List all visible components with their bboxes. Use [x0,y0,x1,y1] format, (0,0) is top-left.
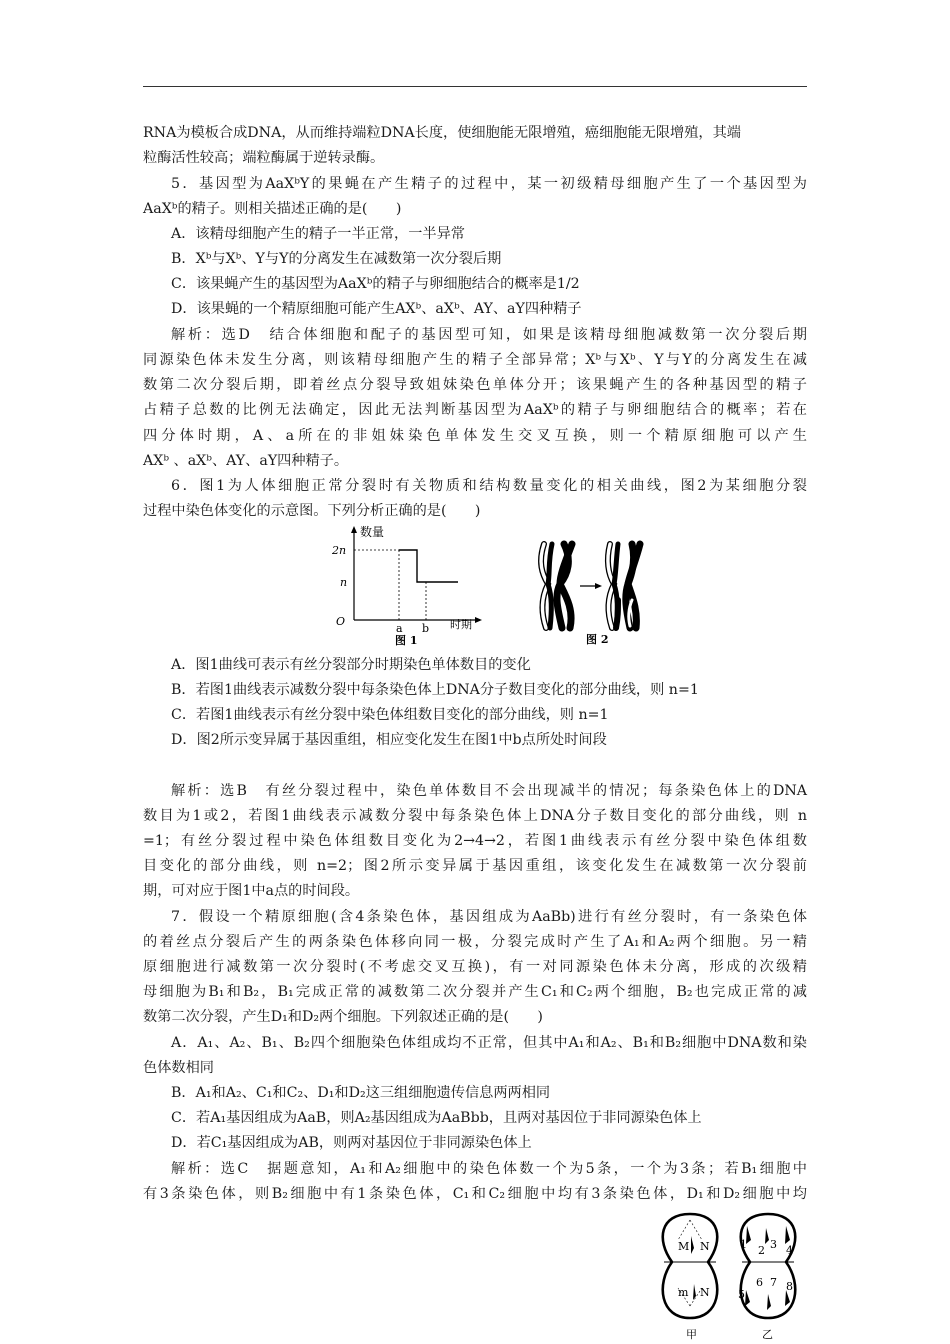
answer-analysis: 数第二次分裂后期，即着丝点分裂导致姐妹染色单体分开；该果蝇产生的各种基因型的精子 [143,377,807,393]
text-line: RNA为模板合成DNA，从而维持端粒DNA长度，使细胞能无限增殖，癌细胞能无限增殖，其端 [143,125,741,141]
question-7-stem: 的着丝点分裂后产生的两条染色体移向同一极，分裂完成时产生了A₁和A₂两个细胞。另一精 [143,934,807,950]
answer-analysis: 解析：选C 据题意知，A₁和A₂细胞中的染色体数一个为5条，一个为3条；若B₁细胞中 [171,1161,807,1177]
figure-2-caption: 图 2 [586,633,609,646]
option-a: 色体数相同 [143,1060,214,1076]
answer-analysis: 同源染色体未发生分离，则该精母细胞产生的精子全部异常；Xᵇ与Xᵇ、Y与Y的分离发生在减 [143,352,807,368]
arrow-head [595,583,602,589]
option-c: C．该果蝇产生的基因型为AaXᵇ的精子与卵细胞结合的概率是1/2 [171,276,580,292]
x-axis-arrow [475,617,482,623]
question-5-stem: 5．基因型为AaXᵇY的果蝇在产生精子的过程中，某一初级精母细胞产生了一个基因型为 [171,176,807,192]
answer-analysis: 数目为1或2，若图1曲线表示减数分裂中每条染色体上DNA分子数目变化的部分曲线，则 n [143,808,807,824]
chromosome-pair-after [608,544,640,628]
label-2: 2 [758,1244,765,1257]
text-line: 粒酶活性较高；端粒酶属于逆转录酶。 [143,150,385,166]
y-tick-n: n [340,576,348,589]
data-curve [399,550,458,582]
option-b: B．Xᵇ与Xᵇ、Y与Y的分离发生在减数第一次分裂后期 [171,251,502,267]
option-a: A．该精母细胞产生的精子一半正常，一半异常 [171,226,465,242]
cell-yi [738,1214,795,1318]
figure-1-graph [330,524,490,648]
y-axis-arrow [351,526,357,533]
label-5: 5 [738,1288,745,1301]
question-7-stem: 原细胞进行减数第一次分裂时(不考虑交叉互换)，有一对同源染色体未分离，形成的次级精 [143,959,807,975]
answer-analysis: AXᵇ 、aXᵇ、AY、aY四种精子。 [143,453,349,469]
cell-jia [663,1214,717,1318]
answer-analysis: =1；有丝分裂过程中染色体组数目变化为2→4→2，若图1曲线表示有丝分裂中染色体组数 [143,833,807,849]
label-M: M [678,1240,690,1253]
label-6: 6 [756,1276,763,1289]
answer-analysis: 目变化的部分曲线，则 n=2；图2所示变异属于基因重组，该变化发生在减数第一次分裂前 [143,858,807,874]
answer-analysis: 解析：选B 有丝分裂过程中，染色单体数目不会出现减半的情况；每条染色体上的DNA [171,783,807,799]
figure-1-caption: 图 1 [395,634,418,647]
x-tick-b: b [422,622,430,635]
answer-analysis: 占精子总数的比例无法确定，因此无法判断基因型为AaXᵇ的精子与卵细胞结合的概率；若在 [143,402,807,418]
option-c: C．若图1曲线表示有丝分裂中染色体组数目变化的部分曲线，则 n=1 [171,707,609,723]
answer-analysis: 期，可对应于图1中a点的时间段。 [143,883,360,899]
answer-analysis: 解析：选D 结合体细胞和配子的基因型可知，如果是该精母细胞减数第一次分裂后期 [171,327,807,343]
caption-yi: 乙 [762,1328,773,1341]
x-tick-a: a [396,622,403,635]
option-c: C．若A₁基因组成为AaB，则A₂基因组成为AaBbb，且两对基因位于非同源染色体上 [171,1110,702,1126]
question-6-stem: 6．图1为人体细胞正常分裂时有关物质和结构数量变化的相关曲线，图2为某细胞分裂 [171,478,807,494]
x-axis-label: 时期 [450,618,472,631]
y-axis-label: 数量 [360,525,385,539]
answer-analysis: 四分体时期，A、a所在的非姐妹染色单体发生交叉互换，则一个精原细胞可以产生 [143,428,807,444]
label-N-lower: N [700,1286,710,1299]
option-d: D．该果蝇的一个精原细胞可能产生AXᵇ、aXᵇ、AY、aY四种精子 [171,301,582,317]
label-4: 4 [786,1244,793,1257]
label-7: 7 [770,1276,777,1289]
label-3: 3 [770,1238,777,1251]
question-5-stem: AaXᵇ的精子。则相关描述正确的是( ) [143,201,402,217]
option-b: B．若图1曲线表示减数分裂中每条染色体上DNA分子数目变化的部分曲线，则 n=1 [171,682,699,698]
question-7-stem: 母细胞为B₁和B₂，B₁完成正常的减数第二次分裂并产生C₁和C₂两个细胞，B₂也完成正常的减 [143,984,807,1000]
caption-jia: 甲 [686,1328,697,1341]
option-a: A．图1曲线可表示有丝分裂部分时期染色单体数目的变化 [171,657,531,673]
origin-label: O [336,615,346,628]
label-8: 8 [786,1280,793,1293]
question-7-stem: 数第二次分裂，产生D₁和D₂两个细胞。下列叙述正确的是( ) [143,1009,543,1025]
option-d: D．图2所示变异属于基因重组，相应变化发生在图1中b点所处时间段 [171,732,607,748]
figure-cells [650,1210,815,1344]
question-7-stem: 7．假设一个精原细胞(含4条染色体，基因组成为AaBb)进行有丝分裂时，有一条染色体 [171,909,807,925]
question-6-stem: 过程中染色体变化的示意图。下列分析正确的是( ) [143,503,481,519]
option-d: D．若C₁基因组成为AB，则两对基因位于非同源染色体上 [171,1135,532,1151]
label-m: m [678,1286,689,1299]
figure-2-diagram [536,540,656,648]
label-1: 1 [740,1238,747,1251]
answer-analysis: 有3条染色体，则B₂细胞中有1条染色体，C₁和C₂细胞中均有3条染色体，D₁和D₂细胞中均 [143,1186,807,1202]
header-rule [143,86,807,87]
option-a: A．A₁、A₂、B₁、B₂四个细胞染色体组成均不正常，但其中A₁和A₂、B₁和B₂细胞中DNA数和染 [171,1035,807,1051]
option-b: B．A₁和A₂、C₁和C₂、D₁和D₂这三组细胞遗传信息两两相同 [171,1085,551,1101]
chromosome-pair-before [541,544,572,628]
y-tick-2n: 2n [332,544,347,557]
label-N: N [700,1240,710,1253]
